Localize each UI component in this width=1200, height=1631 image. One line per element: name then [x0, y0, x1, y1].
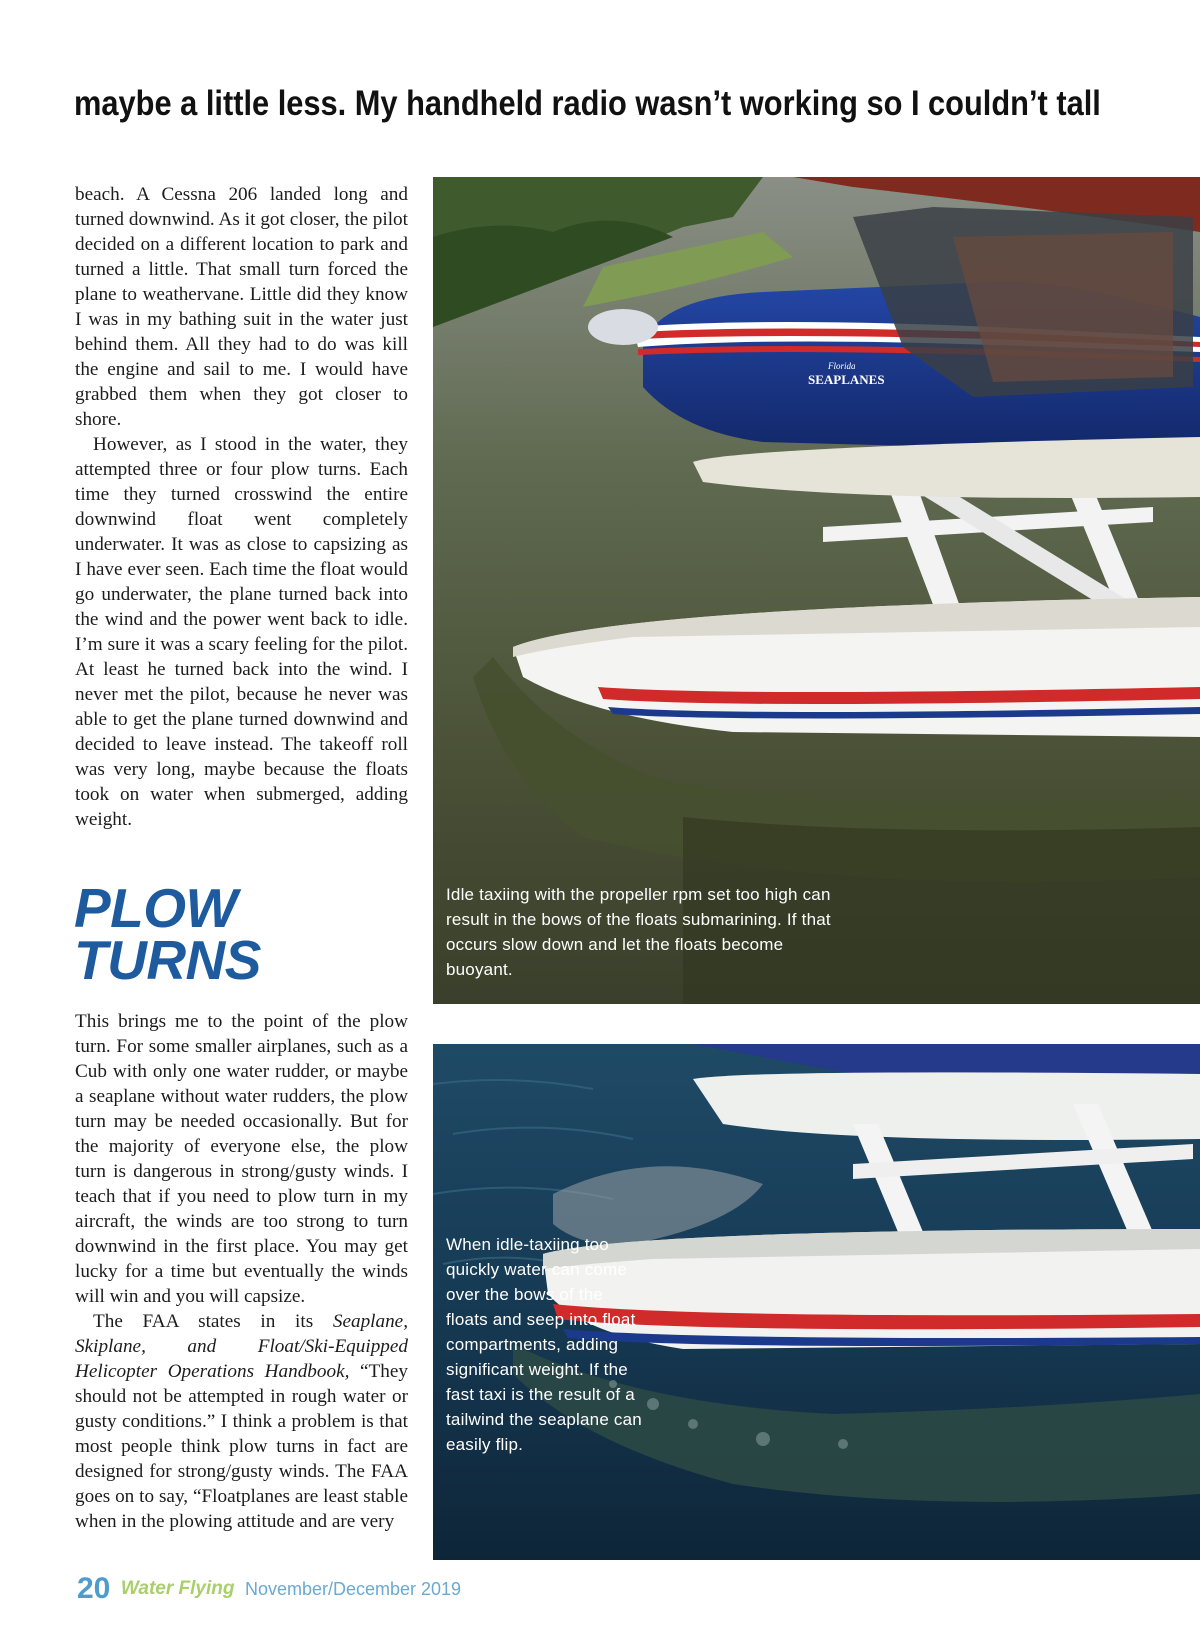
photo-caption-top: Idle taxiing with the propeller rpm set too high can result in the bows of the floats submarining. If that occurs slow down and let the floats become buoyant. [446, 885, 831, 979]
section-heading-line: TURNS [74, 929, 261, 991]
article-paragraph: This brings me to the point of the plow turn. For some smaller airplanes, such as a Cub with only one water rudder, or maybe a seaplane without water rudders, the plow turn may be needed occasionally. But for the majority of everyone else, the plow turn is dangerous in strong/gusty winds. I teach that if you need to plow turn in my aircraft, the winds are too strong to turn downwind in the first place. You may get lucky for a time but eventually the winds will win and you will capsize. [75, 1011, 408, 1307]
article-column-bottom [75, 1009, 408, 1534]
article-paragraph: beach. A Cessna 206 landed long and turned downwind. As it got closer, the pilot decided on a different location to park and turned a little. That small turn forced the plane to weathervane. Little did they know I was in my bathing suit in the water just behind them. All they had to do was kill the engine and sail to me. I would have grabbed them when they got closer to shore. [75, 184, 408, 430]
seaplane-photo-top [433, 177, 1200, 1004]
section-heading-line: PLOW [74, 877, 237, 939]
faa-quote: “They should not be attempted in rough water or gusty conditions.” I think a problem is that most people think plow turns in fact are designed for strong/gusty winds. The FAA goes on to say, “Floatplanes are least stable when in the plowing attitude and are very [75, 1361, 408, 1532]
logo-seaplanes: SEAPLANES [808, 372, 885, 387]
page-footer [77, 1572, 461, 1612]
page-number: 20 [77, 1572, 111, 1605]
faa-intro: The FAA states in its [93, 1311, 333, 1332]
article-paragraph [75, 1309, 408, 1534]
article-column-top [75, 182, 408, 832]
pull-quote: maybe a little less. My handheld radio wasn’t working so I couldn’t tall [74, 84, 1101, 123]
article-paragraph: However, as I stood in the water, they attempted three or four plow turns. Each time they turned crosswind the entire downwind float went completely underwater. It was as close to capsizing as I have ever seen. Each time the float would go underwater, the plane turned back into the wind and the power went back to idle. I’m sure it was a scary feeling for the pilot. At least he turned back into the wind. I never met the pilot, because he never was able to get the plane turned downwind and decided to leave instead. The takeoff roll was very long, maybe because the floats took on water when submerged, adding weight. [75, 434, 408, 830]
magazine-name: Water Flying [120, 1578, 235, 1599]
faa-handbook-title: Seaplane, Skiplane, and Float/Ski-Equipped Helicopter Operations Handbook, [75, 1311, 408, 1382]
photo-caption-bottom: When idle-taxiing too quickly water can come over the bows of the floats and seep into float compartments, adding significant weight. If the fast taxi is the result of a tailwind the seaplane can easily flip. [446, 1235, 642, 1454]
issue-date: November/December 2019 [244, 1578, 462, 1599]
seaplane-illustration-top [433, 177, 1200, 1004]
section-heading [74, 877, 261, 991]
logo-florida: Florida [828, 361, 856, 371]
